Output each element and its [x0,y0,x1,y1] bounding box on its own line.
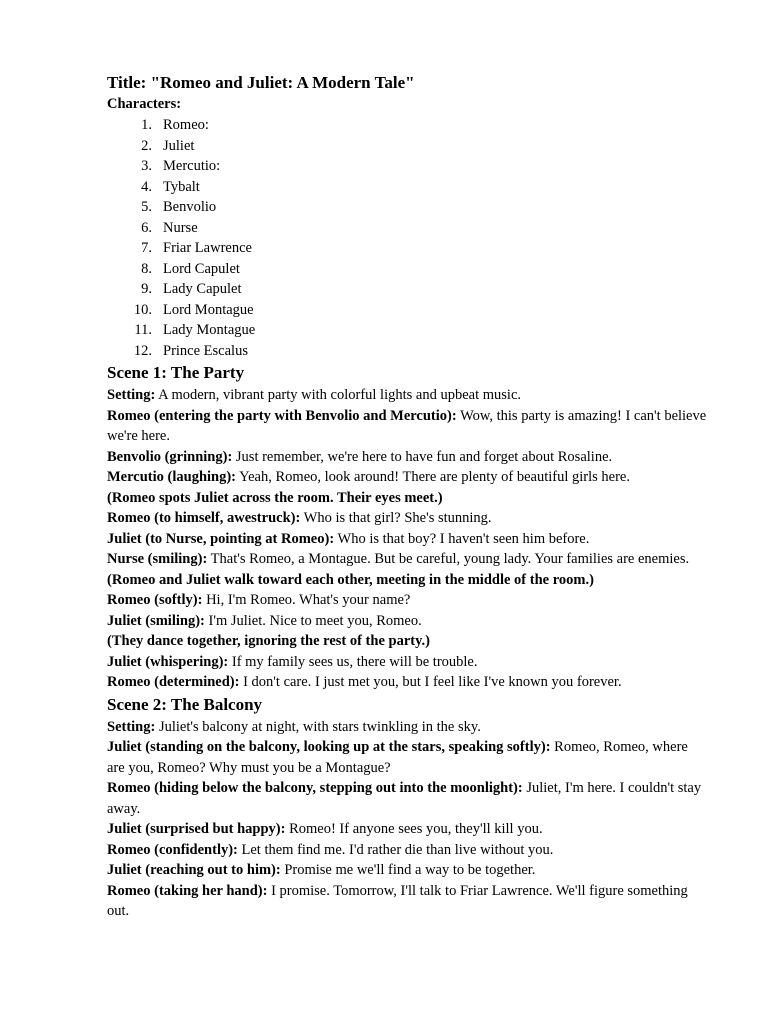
speaker: Juliet (smiling): [107,612,205,629]
character-name: Lady Montague [163,322,256,338]
speaker: Juliet (reaching out to him): [107,862,281,878]
character-number: 7. [141,240,152,256]
character-number: 3. [141,158,152,174]
dialogue-text: Promise me we'll find a way to be together. [280,862,536,878]
speaker: Romeo (softly): [107,592,203,608]
dialogue-text: Who is that girl? She's stunning. [300,510,492,526]
dialogue-text: I promise. Tomorrow, I'll talk to Friar Lawrence. We'll figure something out. [107,882,688,919]
character-number: 6. [141,219,152,236]
dialogue-line [107,467,707,488]
dialogue-line [107,508,707,529]
dialogue-text: I don't care. I just met you, but I feel like I've known you forever. [239,674,622,690]
character-item [107,218,707,239]
character-number: 4. [141,178,152,195]
character-item [107,156,707,177]
dialogue-text: Romeo, Romeo, where are you, Romeo? Why must you be a Montague? [107,739,688,776]
character-name: Tybalt [163,178,200,195]
character-number: 11. [134,322,152,338]
speaker: Romeo (determined): [107,674,240,690]
setting-label: Setting: [107,718,156,735]
characters-label: Characters: [107,96,182,112]
dialogue-line [107,529,707,550]
stage-direction: (Romeo spots Juliet across the room. Their eyes meet.) [107,489,443,506]
character-number: 10. [133,301,152,318]
speaker: Juliet (whispering): [107,653,229,670]
dialogue-line [107,590,707,611]
script-document [107,72,707,922]
speaker: Juliet (surprised but happy): [107,821,286,837]
scene-1-heading: Scene 1: The Party [107,363,245,382]
dialogue-line [107,549,707,570]
dialogue-text: That's Romeo, a Montague. But be careful, young lady. Your families are enemies. [207,551,690,567]
dialogue-line [107,819,707,840]
character-number: 12. [133,342,152,359]
dialogue-text: Let them find me. I'd rather die than live without you. [237,841,554,858]
character-item [107,197,707,218]
dialogue-text: I'm Juliet. Nice to meet you, Romeo. [204,612,422,629]
dialogue-text: Just remember, we're here to have fun and forget about Rosaline. [232,448,613,465]
character-number: 8. [141,260,152,277]
speaker: Benvolio (grinning): [107,448,233,465]
scene-2-dialogue [107,737,707,922]
speaker: Nurse (smiling): [107,551,208,567]
character-item [107,300,707,321]
stage-direction: (They dance together, ignoring the rest of the party.) [107,633,430,649]
character-number: 9. [141,281,152,297]
character-number: 2. [141,137,152,154]
characters-list [107,115,707,361]
character-item [107,115,707,136]
character-name: Lady Capulet [163,281,242,297]
dialogue-line [107,447,707,468]
character-name: Mercutio: [163,158,221,174]
scene-2-setting [107,717,707,738]
character-name: Romeo: [163,117,209,133]
scene-1-setting [107,385,707,406]
dialogue-text: Romeo! If anyone sees you, they'll kill you. [285,821,543,837]
character-item [107,177,707,198]
dialogue-line [107,860,707,881]
character-item [107,259,707,280]
dialogue-line [107,778,707,819]
character-item [107,238,707,259]
dialogue-text: If my family sees us, there will be trouble. [228,653,478,670]
character-name: Benvolio [163,199,217,215]
stage-direction: (Romeo and Juliet walk toward each other, meeting in the middle of the room.) [107,571,594,588]
speaker: Juliet (standing on the balcony, looking up at the stars, speaking softly): [107,739,551,755]
dialogue-line [107,672,707,693]
dialogue-line [107,881,707,922]
character-name: Juliet [163,137,195,154]
scene-2-heading: Scene 2: The Balcony [107,694,263,714]
dialogue-line [107,737,707,778]
dialogue-text: Hi, I'm Romeo. What's your name? [202,592,411,608]
document-title: Title: "Romeo and Juliet: A Modern Tale" [107,73,415,92]
character-item [107,320,707,341]
setting-text: A modern, vibrant party with colorful lights and upbeat music. [155,387,522,403]
speaker: Romeo (confidently): [107,841,238,858]
character-item [107,341,707,362]
scene-1-dialogue [107,406,707,693]
speaker: Juliet (to Nurse, pointing at Romeo): [107,530,335,547]
dialogue-line [107,406,707,447]
speaker: Mercutio (laughing): [107,469,237,485]
character-number: 1. [141,117,152,133]
character-name: Friar Lawrence [163,240,252,256]
dialogue-text: Wow, this party is amazing! I can't believe we're here. [107,407,707,444]
character-name: Prince Escalus [163,342,248,359]
character-item [107,279,707,300]
dialogue-text: Yeah, Romeo, look around! There are plenty of beautiful girls here. [236,469,630,485]
speaker: Romeo (hiding below the balcony, stepping out into the moonlight): [107,780,523,796]
character-item [107,136,707,157]
dialogue-line [107,611,707,632]
speaker: Romeo (taking her hand): [107,882,268,899]
character-name: Lord Capulet [163,260,240,277]
dialogue-line [107,652,707,673]
dialogue-line [107,840,707,861]
character-name: Lord Montague [163,301,254,318]
character-name: Nurse [163,219,198,236]
setting-text: Juliet's balcony at night, with stars twinkling in the sky. [155,718,481,735]
dialogue-text: Who is that boy? I haven't seen him before. [334,530,590,547]
speaker: Romeo (to himself, awestruck): [107,510,301,526]
speaker: Romeo (entering the party with Benvolio and Mercutio): [107,407,457,424]
character-number: 5. [141,199,152,215]
dialogue-text: Juliet, I'm here. I couldn't stay away. [107,780,702,817]
setting-label: Setting: [107,387,156,403]
